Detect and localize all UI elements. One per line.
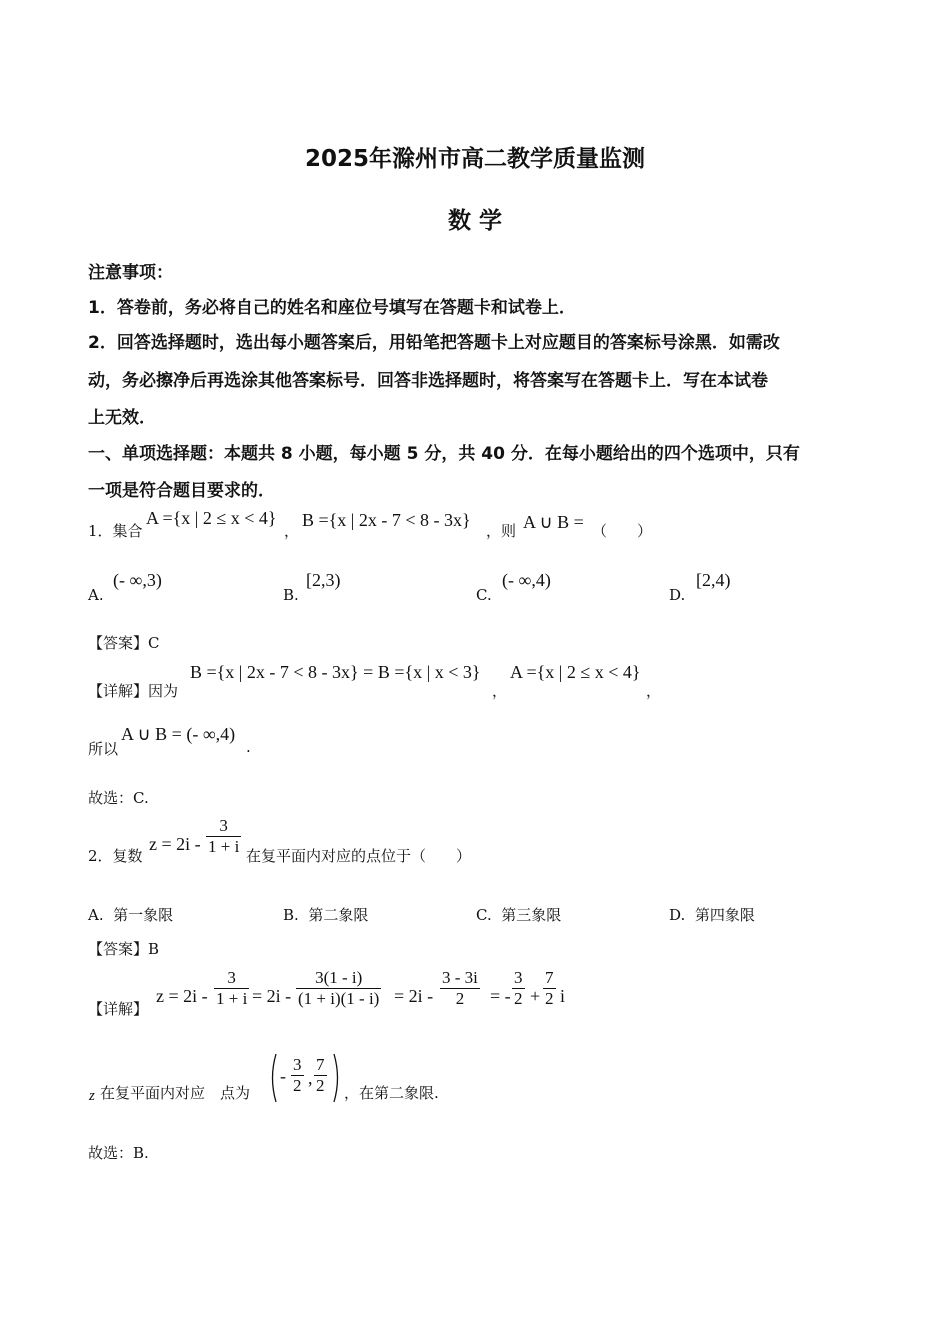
q1-detail-label: 【详解】因为 <box>88 682 179 700</box>
q2-d-frac-5 <box>543 968 556 1009</box>
q1-option-a-value: (- ∞,3) <box>113 570 162 590</box>
q2-option-c-letter: C. <box>476 906 492 924</box>
q2-point-frac-1-den: 2 <box>293 1076 302 1095</box>
q1-detail-math-1: B ={x | 2x - 7 < 8 - 3x} = B ={x | x < 3} <box>190 662 481 682</box>
notice-item-2-line-2: 动，务必擦净后再选涂其他答案标号．回答非选择题时，将答案写在答题卡上．写在本试卷 <box>88 371 768 391</box>
q1-detail-sep: ， <box>492 682 508 700</box>
q2-option-c <box>476 904 561 925</box>
q1-union: A ∪ B = <box>523 512 584 532</box>
q2-option-d <box>669 904 755 925</box>
q2-d-frac-3-den: 2 <box>455 989 465 1008</box>
q2-z-expr: z = 2i - <box>149 834 201 854</box>
q2-point-neg: - <box>280 1066 286 1086</box>
q2-d-z: z = 2i - <box>156 986 208 1006</box>
q2-prefix: 2．复数 <box>88 847 143 865</box>
q2-option-a-letter: A. <box>88 906 104 924</box>
q2-d-frac-2-num: 3(1 - i) <box>296 968 381 989</box>
q1-then: ，则 <box>486 522 517 540</box>
notice-item-2-line-3: 上无效． <box>88 408 156 428</box>
q1-set-a: A ={x | 2 ≤ x < 4} <box>146 508 277 528</box>
q2-option-a-value: 第一象限 <box>113 906 174 924</box>
q2-option-d-letter: D. <box>669 906 686 924</box>
notice-heading: 注意事项： <box>88 263 173 283</box>
page-title: 2025年滁州市高二教学质量监测 <box>304 146 645 172</box>
q1-paren: （ ） <box>592 522 653 540</box>
q2-point-z: z <box>89 1088 95 1104</box>
q1-answer: 【答案】C <box>88 634 160 652</box>
q2-fraction <box>206 816 241 857</box>
q1-comma: ， <box>284 522 300 540</box>
q2-d-frac-3 <box>440 968 480 1009</box>
q2-point-coords <box>268 1052 342 1104</box>
q2-d-frac-5-den: 2 <box>545 989 554 1008</box>
q2-option-c-value: 第三象限 <box>501 906 562 924</box>
q2-frac-den: 1 + i <box>208 837 240 856</box>
q1-choose: 故选：C. <box>88 789 149 807</box>
q2-frac-num: 3 <box>206 816 241 837</box>
q2-point-frac-1-num: 3 <box>293 1055 302 1074</box>
q2-d-eq-2: = 2i - <box>394 986 434 1006</box>
section-1-intro-line-1: 一、单项选择题：本题共 8 小题，每小题 5 分，共 40 分．在每小题给出的四个选项中，只有 <box>88 444 800 464</box>
notice-item-1: 1．答卷前，务必将自己的姓名和座位号填写在答题卡和试卷上． <box>88 298 576 318</box>
q2-d-frac-3-num: 3 - 3i <box>442 968 478 987</box>
q2-choose: 故选：B. <box>88 1144 149 1162</box>
q2-option-b <box>283 904 368 925</box>
section-1-intro-line-2: 一项是符合题目要求的． <box>88 481 275 501</box>
q2-d-eq-1: = 2i - <box>252 986 292 1006</box>
q1-detail-math-2: A ={x | 2 ≤ x < 4} <box>510 662 641 682</box>
q2-point-text-1: 在复平面内对应 点为 <box>100 1084 251 1102</box>
q2-d-frac-2-den: (1 + i)(1 - i) <box>298 989 380 1008</box>
q2-answer: 【答案】B <box>88 940 160 958</box>
q2-point-comma: , <box>308 1068 313 1088</box>
q1-option-d-letter: D. <box>669 586 686 604</box>
q2-d-frac-1 <box>214 968 249 1009</box>
q2-suffix: 在复平面内对应的点位于（ ） <box>246 847 472 865</box>
q2-d-frac-4-den: 2 <box>514 989 523 1008</box>
subject-title: 数 学 <box>447 208 502 234</box>
q2-d-frac-5-num: 7 <box>545 968 554 987</box>
q1-option-c-value: (- ∞,4) <box>502 570 551 590</box>
q1-option-b-value: [2,3) <box>306 570 341 590</box>
q1-prefix: 1．集合 <box>88 522 143 540</box>
q2-d-frac-1-den: 1 + i <box>216 989 248 1008</box>
q2-d-eq-3: = - <box>490 986 511 1006</box>
q1-set-b: B ={x | 2x - 7 < 8 - 3x} <box>302 510 471 530</box>
q2-point-frac-2-num: 7 <box>316 1055 325 1074</box>
q1-stem <box>88 520 143 541</box>
q2-d-frac-2 <box>296 968 381 1009</box>
q1-so-end: . <box>246 738 251 756</box>
q2-option-d-value: 第四象限 <box>694 906 755 924</box>
q2-d-plus: + <box>530 986 541 1006</box>
q2-option-b-letter: B. <box>283 906 299 924</box>
q2-d-frac-4 <box>512 968 525 1009</box>
notice-item-2-line-1: 2．回答选择题时，选出每小题答案后，用铅笔把答题卡上对应题目的答案标号涂黑．如需改 <box>88 333 780 353</box>
q1-option-a-letter: A. <box>88 586 104 604</box>
q2-d-i: i <box>560 986 566 1006</box>
q1-so-label: 所以 <box>88 740 119 758</box>
q1-option-c-letter: C. <box>476 586 492 604</box>
q1-option-b-letter: B. <box>283 586 299 604</box>
q2-option-b-value: 第二象限 <box>308 906 369 924</box>
q2-d-frac-1-num: 3 <box>214 968 249 989</box>
q1-option-d-value: [2,4) <box>696 570 731 590</box>
q2-d-frac-4-num: 3 <box>514 968 523 987</box>
q1-detail-end: ， <box>646 682 662 700</box>
q2-point-text-2: ，在第二象限. <box>344 1084 439 1102</box>
q2-option-a <box>88 904 173 925</box>
q2-detail-label: 【详解】 <box>88 1000 149 1018</box>
q2-point-frac-2-den: 2 <box>316 1076 325 1095</box>
q1-so-math: A ∪ B = (- ∞,4) <box>121 724 236 744</box>
